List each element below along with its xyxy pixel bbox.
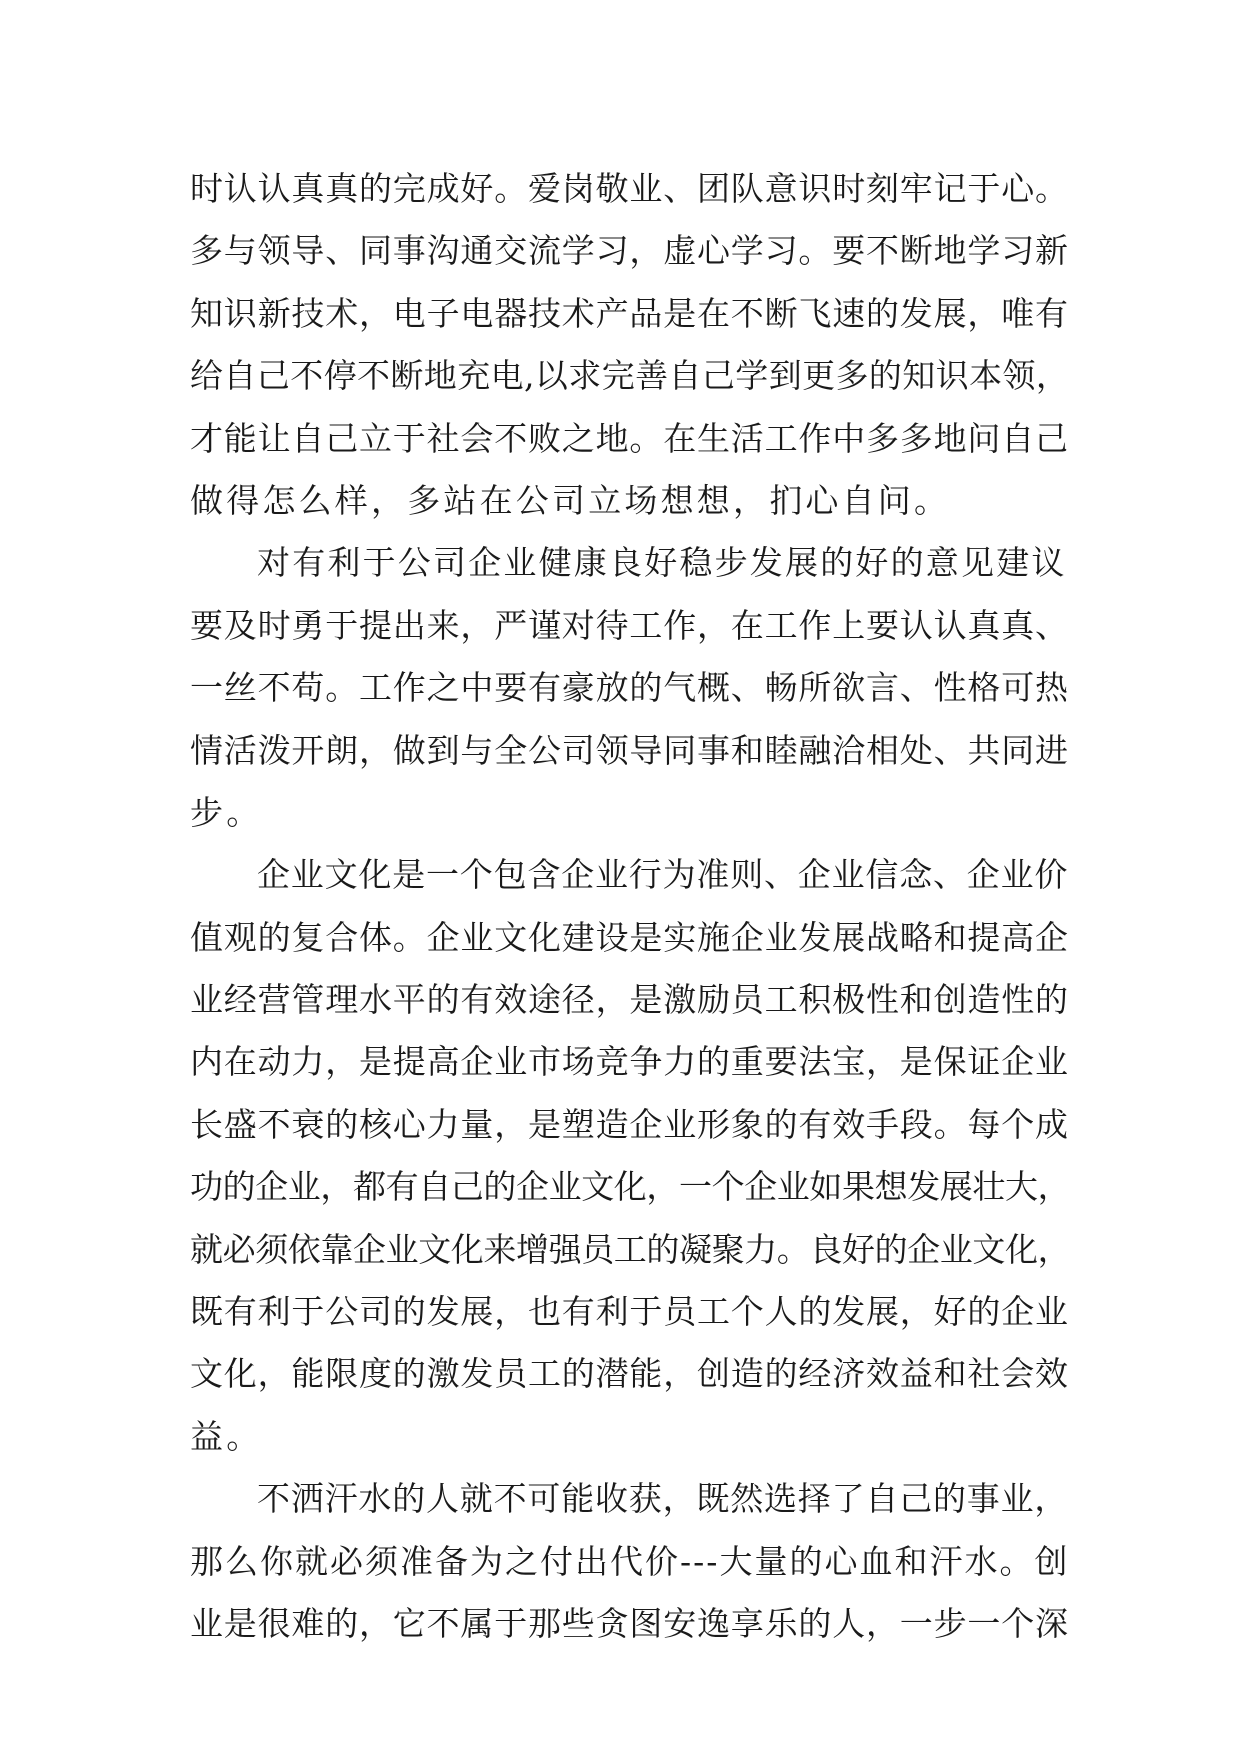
text-line: 值观的复合体。企业文化建设是实施企业发展战略和提高企: [190, 917, 1069, 957]
text-line: 功的企业，都有自己的企业文化，一个企业如果想发展壮大，: [190, 1167, 1071, 1207]
paragraph: [190, 158, 1070, 532]
text-line: 知识新技术，电子电器技术产品是在不断飞速的发展，唯有: [190, 293, 1069, 333]
document-body: [190, 158, 1070, 1655]
text-line: 做得怎么样，多站在公司立场想想，扪心自问。: [190, 480, 951, 520]
text-line: 给自己不停不断地充电,以求完善自己学到更多的知识本领，: [190, 356, 1070, 396]
text-line: 业是很难的，它不属于那些贪图安逸享乐的人，一步一个深: [190, 1603, 1069, 1643]
text-line: 益。: [190, 1416, 263, 1456]
text-line: 不洒汗水的人就不可能收获，既然选择了自己的事业，: [257, 1479, 1069, 1519]
paragraph: [190, 1468, 1070, 1655]
text-line: 既有利于公司的发展，也有利于员工个人的发展，好的企业: [190, 1292, 1069, 1332]
text-line: 对有利于公司企业健康良好稳步发展的好的意见建议: [257, 543, 1067, 583]
text-line: 业经营管理水平的有效途径，是激励员工积极性和创造性的: [190, 980, 1069, 1020]
text-line: 长盛不衰的核心力量，是塑造企业形象的有效手段。每个成: [190, 1104, 1069, 1144]
paragraph: [190, 532, 1070, 844]
text-line: 才能让自己立于社会不败之地。在生活工作中多多地问自己: [190, 418, 1069, 458]
text-line: 多与领导、同事沟通交流学习，虚心学习。要不断地学习新: [190, 231, 1069, 271]
text-line: 一丝不苟。工作之中要有豪放的气概、畅所欲言、性格可热: [190, 668, 1069, 708]
text-line: 就必须依靠企业文化来增强员工的凝聚力。良好的企业文化，: [190, 1229, 1071, 1269]
text-line: 那么你就必须准备为之付出代价---大量的心血和汗水。创: [190, 1541, 1070, 1581]
text-line: 文化，能限度的激发员工的潜能，创造的经济效益和社会效: [190, 1354, 1069, 1394]
text-line: 企业文化是一个包含企业行为准则、企业信念、企业价: [257, 855, 1069, 895]
text-line: 时认认真真的完成好。爱岗敬业、团队意识时刻牢记于心。: [190, 169, 1069, 208]
text-line: 要及时勇于提出来，严谨对待工作，在工作上要认认真真、: [190, 605, 1069, 645]
text-line: 步。: [190, 792, 263, 832]
paragraph: [190, 844, 1070, 1468]
text-line: 情活泼开朗，做到与全公司领导同事和睦融洽相处、共同进: [190, 730, 1069, 770]
text-line: 内在动力，是提高企业市场竞争力的重要法宝，是保证企业: [190, 1042, 1069, 1082]
